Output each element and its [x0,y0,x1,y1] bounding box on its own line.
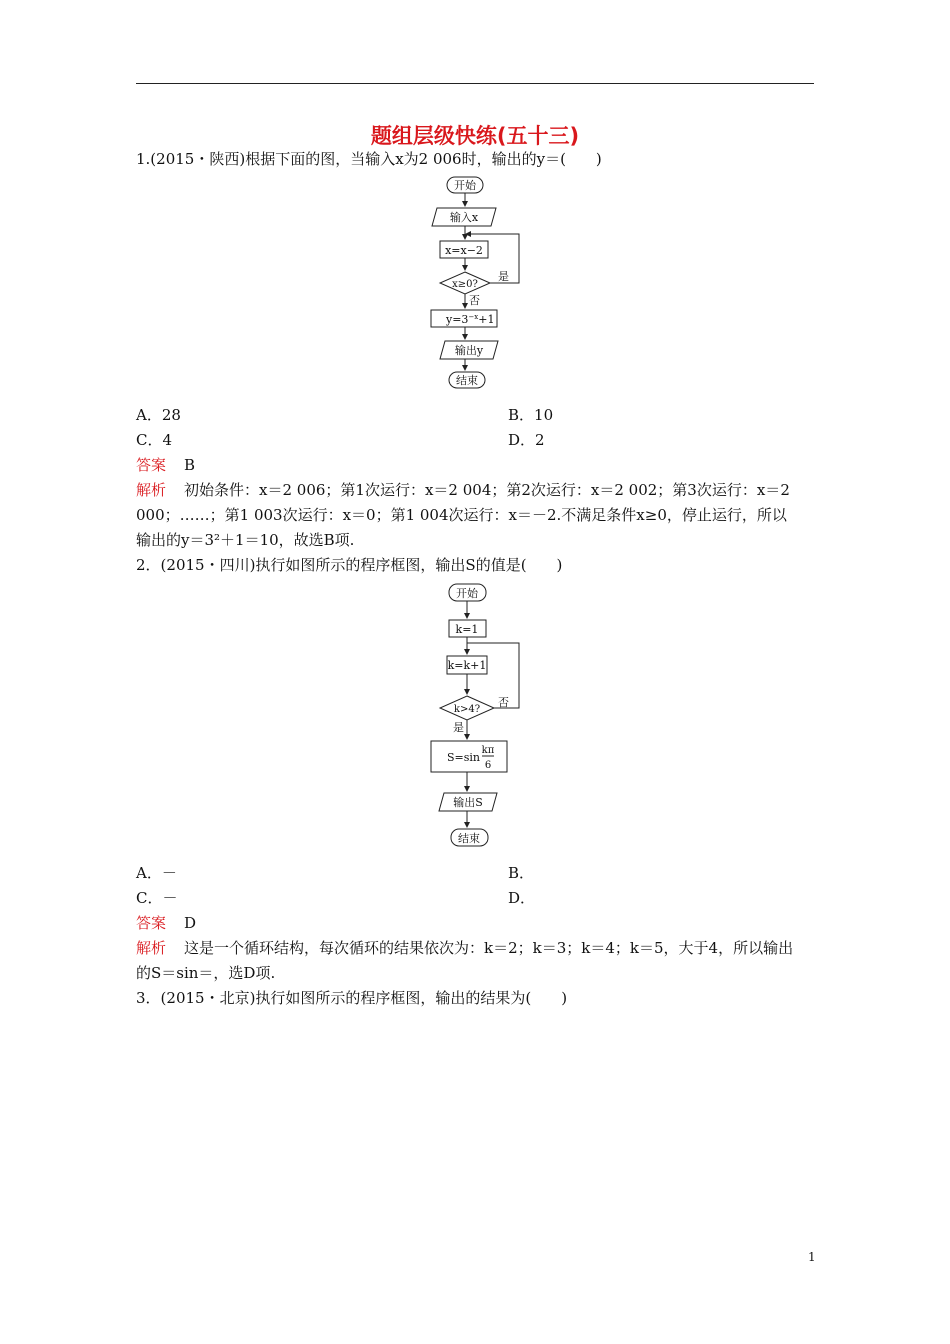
q2-flowchart [420,578,540,850]
q2-answer-value: D [184,914,197,932]
q1-calc-exp: −x [468,313,479,321]
q1-option-d: D．2 [508,431,545,449]
q2-option-a: A．－ [136,864,177,882]
q1-analysis-line-2: 000；……；第1 003次运行：x＝0；第1 004次运行：x＝－2.不满足条件x≥0，停止运行，所以 [136,506,787,524]
q1-answer-value: B [184,456,196,474]
q2-incr-label: k=k+1 [447,659,487,672]
q2-output-label: 输出S [453,796,483,809]
q2-answer [136,912,196,933]
q2-option-b: B． [508,864,535,882]
q1-output-label: 输出y [454,344,484,357]
q3-stem: 3．(2015・北京)执行如图所示的程序框图，输出的结果为( ) [136,989,568,1007]
q1-input-label: 输入x [449,211,479,224]
q2-analysis-line-2: 的S＝sin＝，选D项. [136,964,276,982]
q2-no-label: 否 [498,696,509,709]
q1-analysis-text-1: 初始条件：x＝2 006；第1次运行：x＝2 004；第2次运行：x＝2 002；第3次运行：x＝2 [184,481,790,499]
q1-start-label: 开始 [454,179,476,192]
q1-stem: 1.(2015・陕西)根据下面的图，当输入x为2 006时，输出的y＝( ) [136,150,602,168]
q2-end-label: 结束 [458,832,480,845]
q2-option-c: C．－ [136,889,178,907]
page-number: 1 [808,1250,816,1264]
q2-calc-num: kπ [481,745,495,756]
q2-option-d: D． [508,889,536,907]
q2-init-label: k=1 [455,623,479,636]
header-rule [136,83,814,84]
q1-analysis-label: 解析 [136,481,167,499]
q1-calc-tail: +1 [478,313,495,326]
q1-flowchart [420,172,540,394]
q2-analysis-label: 解析 [136,939,167,957]
q1-calc-label [445,313,494,326]
q2-start-label: 开始 [456,587,478,600]
q2-answer-label: 答案 [136,914,167,932]
q2-yes-label: 是 [453,721,464,734]
q1-cond-label: x≥0? [452,279,478,290]
q1-assign-label: x=x−2 [445,244,483,257]
q1-analysis-line-3: 输出的y＝3²＋1＝10，故选B项. [136,531,355,549]
q2-cond-label: k>4? [453,704,481,715]
q1-answer-label: 答案 [136,456,167,474]
q2-analysis-text-1: 这是一个循环结构，每次循环的结果依次为：k＝2；k＝3；k＝4；k＝5，大于4，所以输出 [184,939,794,957]
q1-option-b: B．10 [508,406,554,424]
q1-answer [136,454,195,475]
q1-option-c: C．4 [136,431,173,449]
q2-calc-den: 6 [484,760,492,771]
q1-end-label: 结束 [456,374,478,387]
q1-calc-base: y=3 [446,313,469,326]
q1-analysis-line-1 [136,479,790,500]
q2-analysis-line-1 [136,937,793,958]
page-title: 题组层级快练(五十三) [370,124,580,148]
q1-no-label: 否 [469,294,480,307]
q1-yes-label: 是 [498,270,509,283]
q2-stem: 2．(2015・四川)执行如图所示的程序框图，输出S的值是( ) [136,556,563,574]
q1-option-a: A．28 [136,406,181,424]
q2-calc-left: S=sin [447,751,480,764]
